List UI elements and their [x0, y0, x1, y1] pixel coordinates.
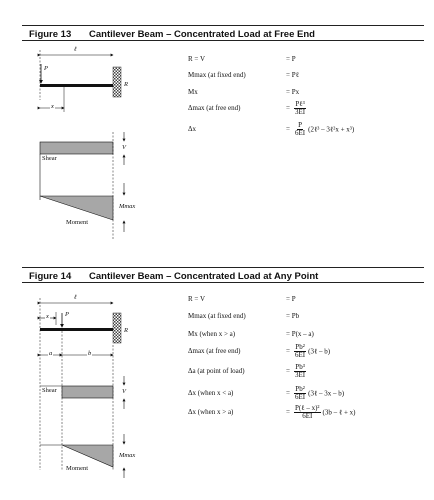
formula-row: R = V = P — [188, 295, 296, 303]
figure-13-number: Figure 13 — [29, 29, 72, 40]
formula-row: Mmax (at fixed end) = Pb — [188, 312, 300, 320]
formula-row: Δa (at point of load) = $\frac{\text{Pb³}}{3EI}$ — [188, 363, 306, 380]
formula-row: Mmax (at fixed end) = Pℓ — [188, 71, 299, 79]
reaction-label: R — [124, 327, 128, 334]
figure-13-caption: Cantilever Beam – Concentrated Load at Free End — [89, 29, 315, 40]
span-label: ℓ — [74, 294, 77, 301]
shear-label: Shear — [42, 155, 57, 162]
x-label: x — [46, 313, 49, 320]
moment-diagram — [62, 445, 113, 467]
shear-diagram — [62, 386, 113, 398]
a-label: a — [49, 350, 53, 357]
shear-label: Shear — [42, 387, 57, 394]
x-label: x — [51, 103, 54, 110]
reaction-label: R — [124, 81, 128, 88]
figure-14-caption: Cantilever Beam – Concentrated Load at Any Point — [89, 271, 319, 282]
formula-row: Δx (when x < a) = $\frac{\text{Pb²}}{6EI}$ (3ℓ – 3x – b) — [188, 385, 345, 402]
formula-row: R = V = P — [188, 55, 296, 63]
moment-value-label: Mmax — [119, 203, 136, 210]
moment-label: Moment — [66, 219, 89, 226]
load-label: P — [65, 311, 69, 318]
formula-row: Mx (when x > a) = P(x – a) — [188, 330, 314, 338]
b-label: b — [88, 350, 92, 357]
formula-row: Δmax (at free end) = $\frac{\text{Pb²}}{6EI}$ (3ℓ – b) — [188, 343, 331, 360]
fixed-support — [113, 313, 121, 343]
formula-row: Mx = Px — [188, 88, 300, 96]
figure-14-number: Figure 14 — [29, 271, 72, 282]
formula-row: Δmax (at free end) = $\frac{\text{Pℓ³}}{3EI}$ — [188, 100, 306, 117]
moment-value-label: Mmax — [119, 452, 136, 459]
beam — [40, 328, 113, 331]
formula-row: Δx = $\frac{P}{6EI}$ (2ℓ³ – 3ℓ²x + x³) — [188, 121, 355, 138]
shear-value-label: V — [122, 388, 126, 395]
span-label: ℓ — [74, 46, 77, 53]
load-label: P — [44, 65, 48, 72]
shear-value-label: V — [122, 144, 126, 151]
formula-row: Δx (when x > a) = $\frac{\text{P(ℓ – x)²}}{6EI}$ (3b – ℓ + x) — [188, 404, 356, 421]
moment-label: Moment — [66, 465, 89, 472]
